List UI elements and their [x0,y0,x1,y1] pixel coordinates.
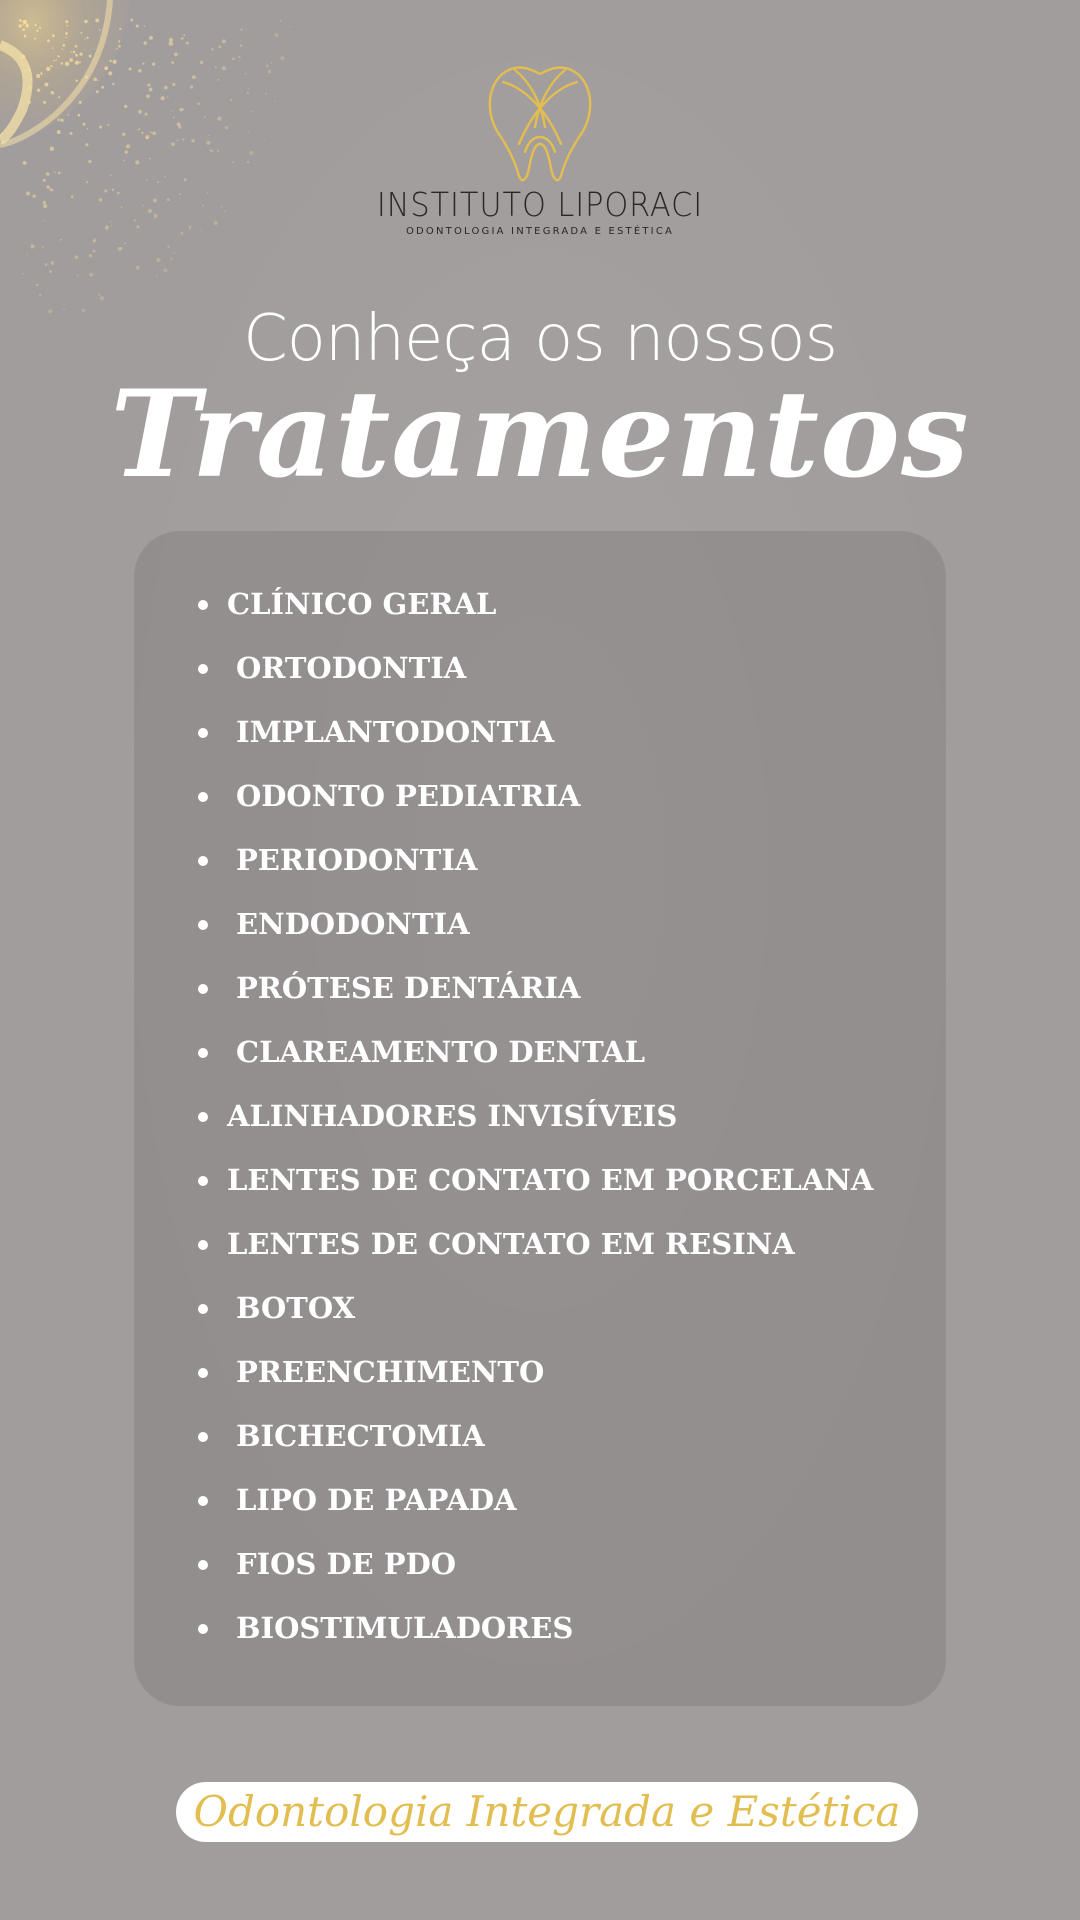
treatment-label: BOTOX [236,1291,356,1325]
list-item [188,636,873,700]
bullet-icon [198,984,208,994]
list-item [188,1340,873,1404]
bullet-icon [198,1176,208,1186]
treatment-label: PERIODONTIA [236,843,478,877]
treatments-list [188,572,873,1660]
brand-name: INSTITUTO LIPORACI [376,185,704,224]
list-item [188,1084,873,1148]
list-item [188,1468,873,1532]
treatment-label: FIOS DE PDO [236,1547,457,1581]
treatment-label: BICHECTOMIA [236,1419,485,1453]
treatment-label: CLÍNICO GERAL [227,587,497,621]
slogan-pill [176,1782,918,1842]
heading-intro: Conheça os nossos [243,302,837,376]
bullet-icon [198,792,208,802]
heading-title: Tratamentos [110,364,970,505]
bullet-icon [198,1560,208,1570]
bullet-icon [198,1496,208,1506]
list-item [188,572,873,636]
treatment-label: ODONTO PEDIATRIA [236,779,581,813]
brand-tagline: ODONTOLOGIA INTEGRADA E ESTÉTICA [405,226,675,237]
treatment-label: BIOSTIMULADORES [236,1611,574,1645]
list-item [188,1404,873,1468]
bullet-icon [198,1368,208,1378]
treatment-label: ORTODONTIA [236,651,467,685]
bullet-icon [198,1432,208,1442]
treatment-label: ENDODONTIA [236,907,470,941]
list-item [188,828,873,892]
treatment-label: LIPO DE PAPADA [236,1483,517,1517]
bullet-icon [198,1304,208,1314]
treatment-label: PREENCHIMENTO [236,1355,545,1389]
list-item [188,1020,873,1084]
tooth-icon [475,52,605,182]
bullet-icon [198,1048,208,1058]
list-item [188,956,873,1020]
list-item [188,1532,873,1596]
list-item [188,892,873,956]
list-item [188,1596,873,1660]
bullet-icon [198,600,208,610]
bullet-icon [198,920,208,930]
brand-logo [0,52,1080,252]
list-item [188,1212,873,1276]
treatment-label: LENTES DE CONTATO EM PORCELANA [227,1163,874,1197]
treatment-label: ALINHADORES INVISÍVEIS [227,1099,678,1133]
treatment-label: PRÓTESE DENTÁRIA [236,971,581,1005]
bullet-icon [198,1240,208,1250]
bullet-icon [198,728,208,738]
slogan-text: Odontologia Integrada e Estética [193,1787,901,1836]
treatment-label: LENTES DE CONTATO EM RESINA [227,1227,795,1261]
list-item [188,1276,873,1340]
treatment-label: IMPLANTODONTIA [236,715,555,749]
list-item [188,700,873,764]
bullet-icon [198,664,208,674]
list-item [188,1148,873,1212]
bullet-icon [198,1624,208,1634]
treatment-label: CLAREAMENTO DENTAL [236,1035,645,1069]
list-item [188,764,873,828]
bullet-icon [198,856,208,866]
bullet-icon [198,1112,208,1122]
